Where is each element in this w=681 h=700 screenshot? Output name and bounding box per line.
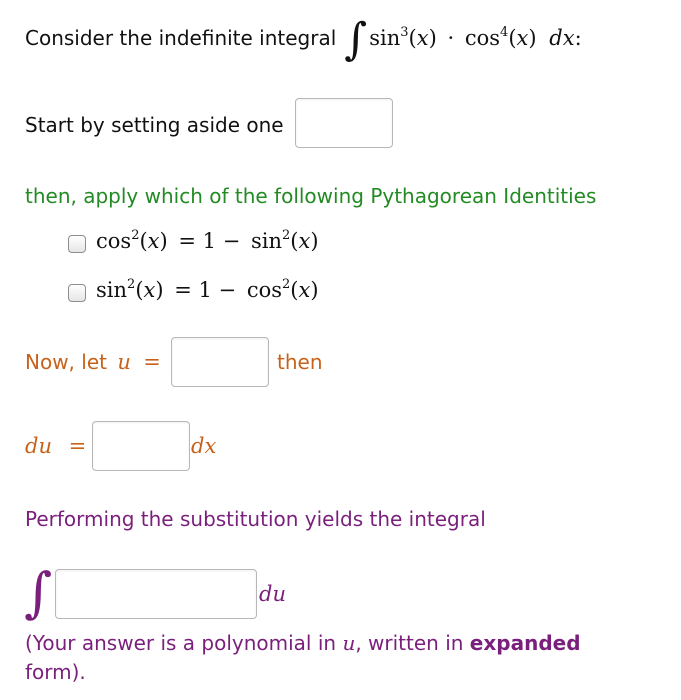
- opt2-var: x: [143, 278, 156, 302]
- identity-prompt: then, apply which of the following Pythagorean Identities: [25, 184, 597, 208]
- identity-option-1-label[interactable]: $\cos^2(x) = 1 - \sin^2(x)$: [96, 228, 319, 253]
- integral-sign: ∫: [344, 14, 368, 65]
- integrand-dot: ·: [447, 26, 455, 50]
- du-input[interactable]: [92, 421, 190, 471]
- let-label: Now, let: [25, 350, 107, 374]
- integrand: [369, 26, 581, 50]
- opt1-equals: = 1 −: [178, 229, 241, 253]
- let-u-line: [25, 350, 161, 374]
- opt2-equals: = 1 −: [174, 278, 237, 302]
- opt1-func-cos: cos: [96, 229, 132, 253]
- question-lead: Consider the indefinite integral: [25, 26, 337, 50]
- du-line: [25, 434, 86, 458]
- integrand-var-x-2: x: [516, 26, 529, 50]
- opt2-var-2: x: [298, 278, 311, 302]
- then-label: then: [277, 350, 323, 374]
- note-part-b: , written in: [355, 631, 464, 655]
- opt2-func-sin: sin: [96, 278, 128, 302]
- integrand-colon: :: [574, 26, 582, 50]
- du-suffix-d: d: [259, 582, 273, 606]
- integrand-func-cos: cos: [464, 26, 501, 50]
- substitution-label: Performing the substitution yields the integral: [25, 507, 486, 531]
- identity-option-1-checkbox[interactable]: [68, 235, 86, 253]
- du-u: u: [38, 434, 52, 458]
- note-part-a: (Your answer is a polynomial in: [25, 631, 337, 655]
- final-integral-sign: ∫: [24, 561, 53, 624]
- integrand-power-3: 3: [400, 25, 409, 40]
- integrand-paren-open: (: [408, 26, 417, 50]
- opt1-var: x: [147, 229, 160, 253]
- opt2-power: 2: [127, 277, 136, 292]
- identity-option-2-label[interactable]: $\sin^2(x) = 1 - \cos^2(x)$: [96, 277, 319, 302]
- dx-label: [191, 434, 216, 458]
- u-substitution-input[interactable]: [171, 337, 269, 387]
- integrand-paren-close-2: ): [528, 26, 537, 50]
- opt1-power-2: 2: [282, 228, 291, 243]
- integrand-power-4: 4: [500, 25, 509, 40]
- integrand-paren-close: ): [428, 26, 437, 50]
- integrand-var-x: x: [416, 26, 429, 50]
- dx-x: x: [204, 434, 217, 458]
- final-integral-input[interactable]: [55, 569, 257, 619]
- opt2-power-2: 2: [282, 277, 291, 292]
- opt2-func-cos: cos: [246, 278, 283, 302]
- let-var-u: u: [117, 350, 131, 374]
- answer-note: [25, 629, 645, 687]
- du-d: d: [25, 434, 39, 458]
- let-equals: =: [143, 350, 161, 374]
- integrand-paren-open-2: (: [508, 26, 517, 50]
- question-line: [25, 14, 582, 65]
- note-var-u: u: [342, 631, 356, 655]
- du-suffix-u: u: [272, 582, 286, 606]
- opt1-power: 2: [131, 228, 140, 243]
- identity-option-2-checkbox[interactable]: [68, 284, 86, 302]
- step1-answer-input[interactable]: [295, 98, 393, 148]
- du-equals: =: [68, 434, 87, 458]
- integrand-dx: x: [562, 26, 575, 50]
- note-bold-expanded: expanded: [469, 631, 581, 655]
- du-suffix: [259, 582, 286, 606]
- opt1-func-sin: sin: [250, 229, 283, 253]
- opt1-var-2: x: [298, 229, 311, 253]
- note-part-c: form).: [25, 660, 86, 684]
- step1-label: Start by setting aside one: [25, 113, 284, 137]
- integrand-d: d: [549, 26, 563, 50]
- integrand-func-sin: sin: [369, 26, 401, 50]
- dx-d: d: [191, 434, 205, 458]
